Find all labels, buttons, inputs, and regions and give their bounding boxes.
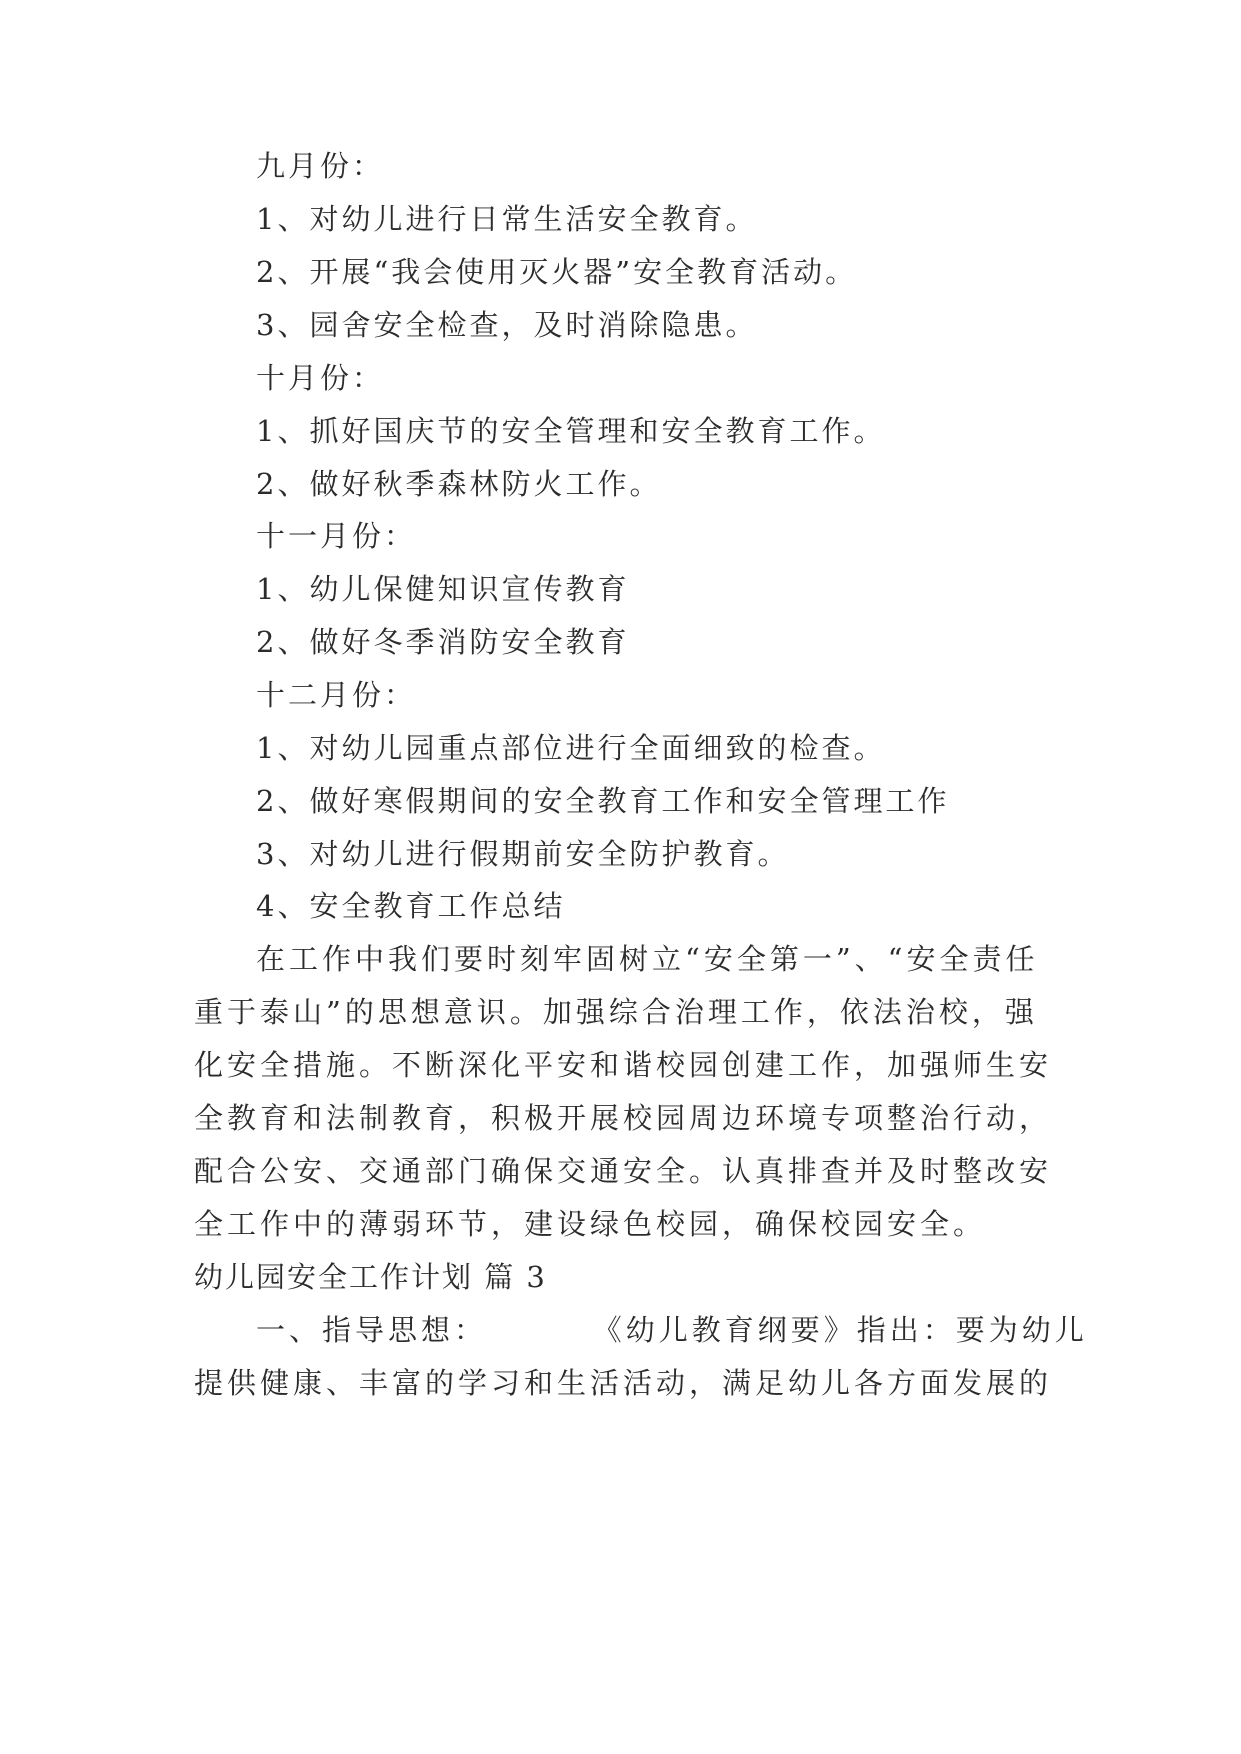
list-item: 1、对幼儿园重点部位进行全面细致的检查。 [256,731,886,765]
guiding-paragraph-line: 提供健康、丰富的学习和生活活动，满足幼儿各方面发展的 [194,1366,1053,1400]
list-item: 1、对幼儿进行日常生活安全教育。 [256,202,758,236]
month-heading-september: 九月份： [256,149,385,183]
section-heading: 幼儿园安全工作计划 篇 3 [194,1260,547,1294]
list-item: 2、做好冬季消防安全教育 [256,625,630,659]
list-item: 2、做好秋季森林防火工作。 [256,467,662,501]
list-item: 4、安全教育工作总结 [256,889,566,923]
list-item: 1、幼儿保健知识宣传教育 [256,572,630,606]
list-item: 2、做好寒假期间的安全教育工作和安全管理工作 [256,784,950,818]
list-item: 3、对幼儿进行假期前安全防护教育。 [256,837,790,871]
summary-paragraph-line: 配合公安、交通部门确保交通安全。认真排查并及时整改安 [194,1154,1053,1188]
list-item: 1、抓好国庆节的安全管理和安全教育工作。 [256,414,886,448]
summary-paragraph-line: 化安全措施。不断深化平安和谐校园创建工作，加强师生安 [194,1048,1053,1082]
list-item: 3、园舍安全检查，及时消除隐患。 [256,308,758,342]
summary-paragraph-line: 重于泰山”的思想意识。加强综合治理工作，依法治校，强 [194,995,1038,1029]
summary-paragraph-line: 全工作中的薄弱环节，建设绿色校园，确保校园安全。 [194,1207,987,1241]
month-heading-october: 十月份： [256,361,385,395]
guiding-paragraph-line: 一、指导思想： 《幼儿教育纲要》指出：要为幼儿 [256,1313,1088,1347]
summary-paragraph-line: 在工作中我们要时刻牢固树立“安全第一”、“安全责任 [256,942,1039,976]
list-item: 2、开展“我会使用灭火器”安全教育活动。 [256,255,858,289]
summary-paragraph-line: 全教育和法制教育，积极开展校园周边环境专项整治行动， [194,1101,1053,1135]
month-heading-november: 十一月份： [256,519,417,553]
month-heading-december: 十二月份： [256,678,417,712]
